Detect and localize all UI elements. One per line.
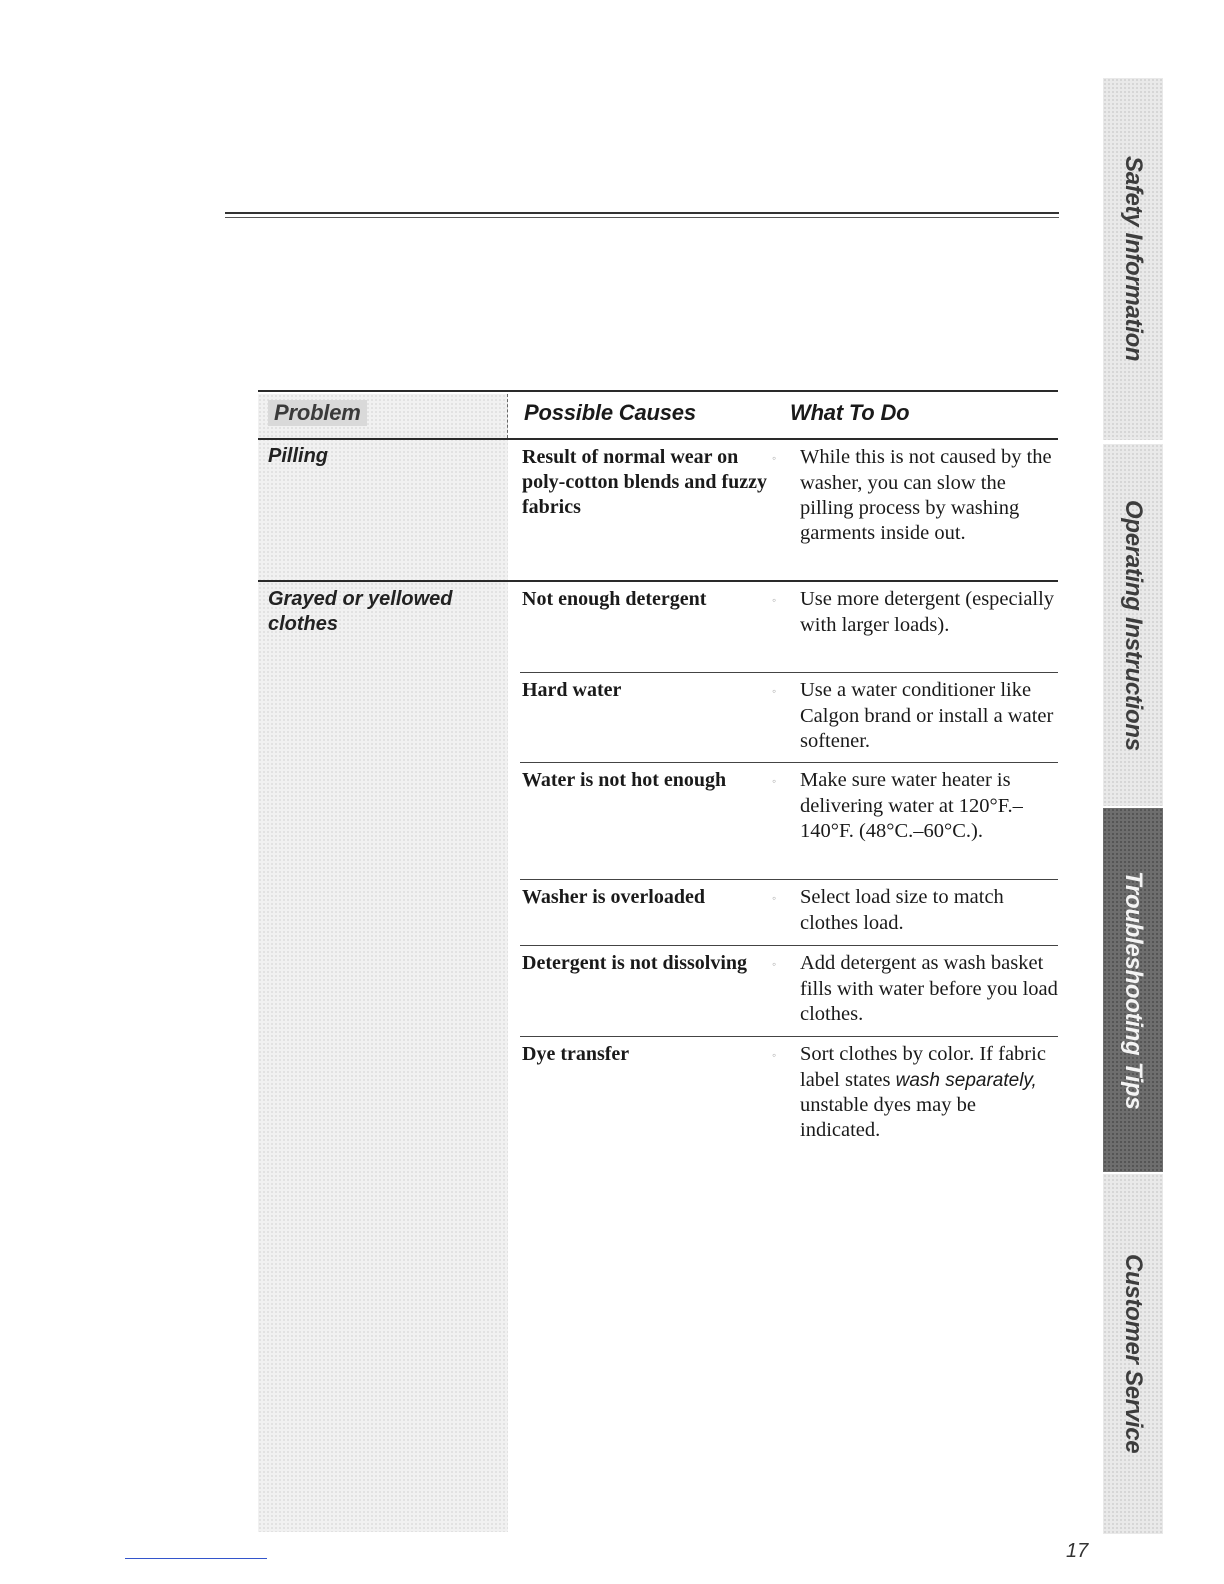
- row-rule: [258, 580, 1058, 582]
- bullet-icon: ◦: [772, 683, 777, 698]
- table-top-rule: [258, 390, 1058, 392]
- header-what-to-do: What To Do: [790, 400, 910, 425]
- todo-load-size: ◦ Select load size to match clothes load.: [772, 886, 1004, 934]
- cause-hard-water: Hard water: [522, 679, 622, 701]
- page-number: 17: [1066, 1540, 1089, 1562]
- emphasis-wash-separately: wash separately,: [895, 1069, 1037, 1091]
- todo-pilling: ◦ While this is not caused by the washer, you can slow the pilling process by washing garments inside out.: [772, 446, 1052, 544]
- cause-detergent-not-dissolving: Detergent is not dissolving: [522, 952, 747, 974]
- todo-sort-clothes: ◦ Sort clothes by color. If fabric label states wash separately, unstable dyes may be indicated.: [772, 1043, 1046, 1141]
- top-rule: [225, 212, 1059, 218]
- row-rule: [520, 762, 1058, 763]
- problem-grayed-clothes: Grayed or yellowed clothes: [268, 588, 453, 635]
- row-rule: [520, 1036, 1058, 1037]
- tab-label: Customer Service: [1120, 1254, 1147, 1454]
- bullet-icon: ◦: [772, 450, 777, 465]
- cause-water-not-hot: Water is not hot enough: [522, 769, 727, 791]
- bullet-icon: ◦: [772, 773, 777, 788]
- bullet-icon: ◦: [772, 890, 777, 905]
- bullet-icon: ◦: [772, 1047, 777, 1062]
- cause-normal-wear: Result of normal wear on poly-cotton blends and fuzzy fabrics: [522, 446, 768, 518]
- tab-label: Troubleshooting Tips: [1120, 870, 1147, 1110]
- row-rule: [520, 945, 1058, 946]
- todo-add-detergent: ◦ Add detergent as wash basket fills with water before you load clothes.: [772, 952, 1058, 1025]
- bullet-icon: ◦: [772, 956, 777, 971]
- todo-water-conditioner: ◦ Use a water conditioner like Calgon brand or install a water softener.: [772, 679, 1054, 752]
- tab-operating-instructions[interactable]: [1103, 444, 1163, 806]
- header-problem: Problem: [268, 400, 367, 426]
- header-possible-causes: Possible Causes: [524, 400, 696, 425]
- cause-not-enough-detergent: Not enough detergent: [522, 588, 707, 610]
- problem-column-shade: [258, 394, 508, 1532]
- tab-troubleshooting-tips[interactable]: [1103, 808, 1163, 1172]
- footer-line: [125, 1558, 267, 1559]
- todo-water-heater: ◦ Make sure water heater is delivering water at 120°F.–140°F. (48°C.–60°C.).: [772, 769, 1023, 842]
- column-divider: [507, 394, 508, 438]
- bullet-icon: ◦: [772, 592, 777, 607]
- header-rule: [258, 438, 1058, 440]
- tab-customer-service[interactable]: [1103, 1174, 1163, 1534]
- tab-label: Operating Instructions: [1120, 499, 1147, 751]
- cause-dye-transfer: Dye transfer: [522, 1043, 630, 1065]
- todo-more-detergent: ◦ Use more detergent (especially with larger loads).: [772, 588, 1055, 636]
- row-rule: [520, 672, 1058, 673]
- problem-pilling: Pilling: [268, 445, 328, 467]
- cause-overloaded: Washer is overloaded: [522, 886, 705, 908]
- row-rule: [520, 879, 1058, 880]
- tab-label: Safety Information: [1120, 156, 1147, 362]
- tab-safety-information[interactable]: [1103, 78, 1163, 440]
